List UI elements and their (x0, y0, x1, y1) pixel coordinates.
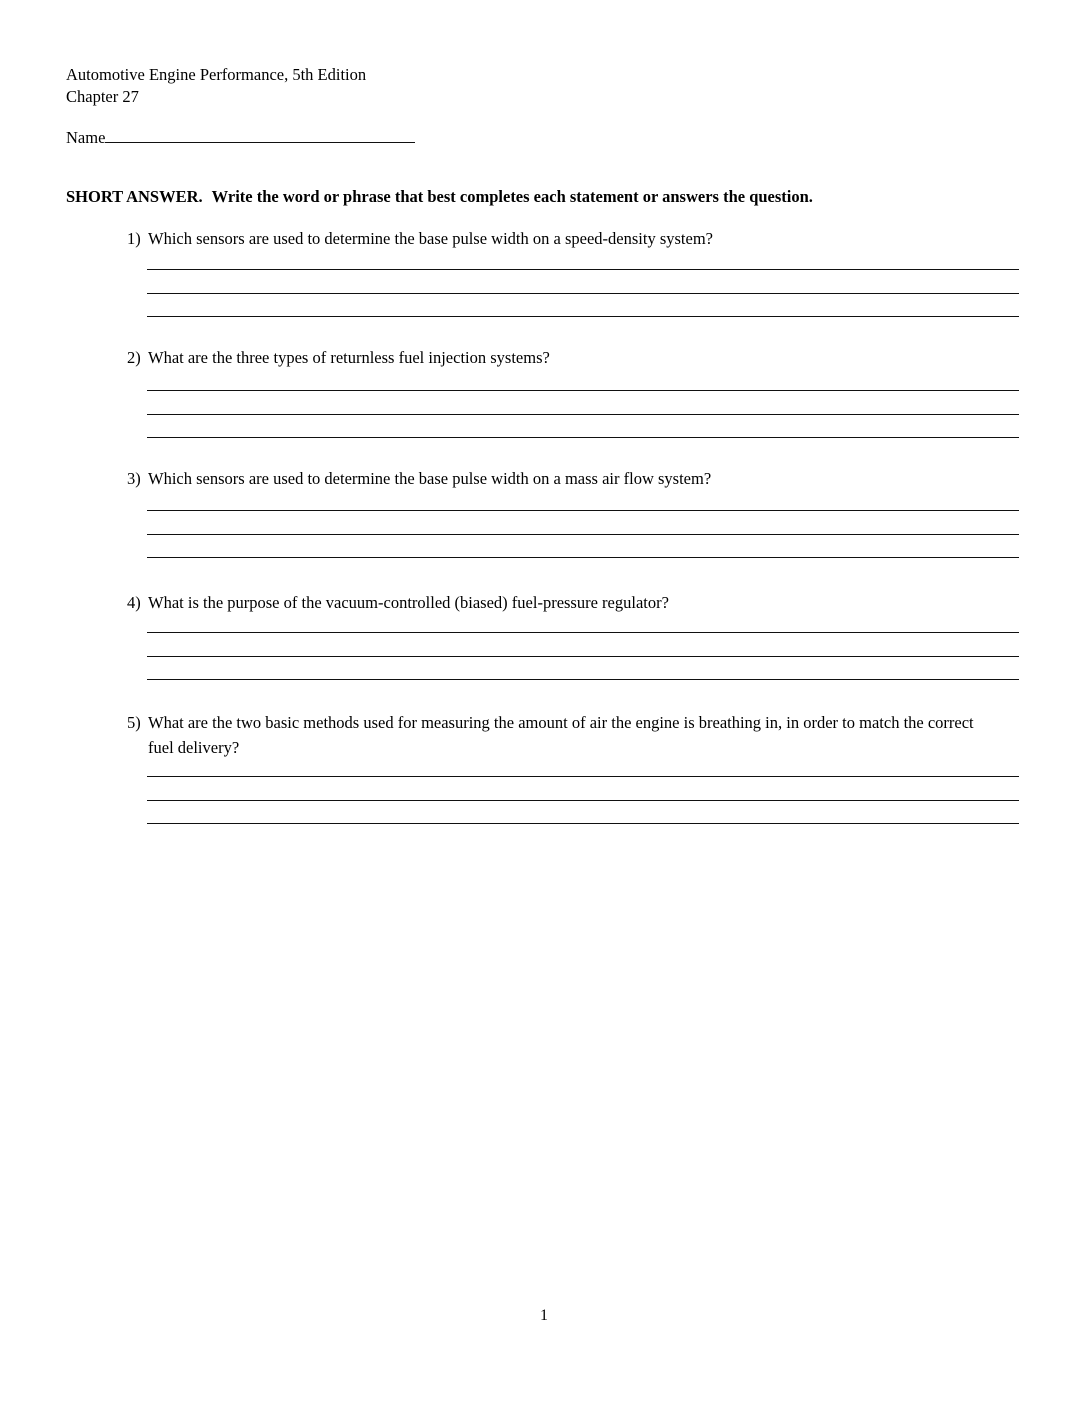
answer-line (147, 511, 1019, 534)
name-row (66, 126, 415, 148)
answer-line (147, 247, 1019, 270)
answer-line (147, 801, 1019, 824)
answer-line (147, 294, 1019, 317)
section-heading (66, 187, 813, 207)
question-3-text: Which sensors are used to determine the base pulse width on a mass air flow system? (148, 469, 712, 488)
question-4-text: What is the purpose of the vacuum-controlled (biased) fuel-pressure regulator? (148, 593, 669, 612)
chapter-label: Chapter 27 (66, 87, 139, 106)
answer-line (147, 657, 1019, 680)
question-5-answer-lines (147, 754, 1019, 824)
page-number: 1 (540, 1307, 548, 1324)
question-4-number: 4) (127, 593, 141, 612)
book-title: Automotive Engine Performance, 5th Edition (66, 65, 367, 84)
answer-line (147, 754, 1019, 777)
answer-line (147, 391, 1019, 414)
question-1-text: Which sensors are used to determine the base pulse width on a speed-density system? (148, 229, 713, 248)
question-3-answer-lines (147, 488, 1019, 558)
question-5 (127, 710, 983, 760)
question-2 (127, 345, 983, 370)
name-label: Name (66, 128, 106, 147)
section-label: SHORT ANSWER. (66, 187, 203, 206)
answer-line (147, 368, 1019, 391)
question-1-answer-lines (147, 247, 1019, 317)
document-header (66, 64, 366, 108)
answer-line (147, 535, 1019, 558)
section-instructions: Write the word or phrase that best completes each statement or answers the question. (211, 187, 813, 206)
question-2-text: What are the three types of returnless fuel injection systems? (148, 348, 550, 367)
name-blank-line (105, 126, 415, 143)
question-4-answer-lines (147, 610, 1019, 680)
answer-line (147, 777, 1019, 800)
question-3-number: 3) (127, 469, 141, 488)
question-1-number: 1) (127, 229, 141, 248)
answer-line (147, 488, 1019, 511)
answer-line (147, 610, 1019, 633)
answer-line (147, 270, 1019, 293)
question-5-number: 5) (127, 713, 141, 732)
answer-line (147, 633, 1019, 656)
question-2-number: 2) (127, 348, 141, 367)
answer-line (147, 415, 1019, 438)
question-2-answer-lines (147, 368, 1019, 438)
question-5-text: What are the two basic methods used for measuring the amount of air the engine is breathing in, in order to match the correct fuel delivery? (148, 713, 974, 757)
